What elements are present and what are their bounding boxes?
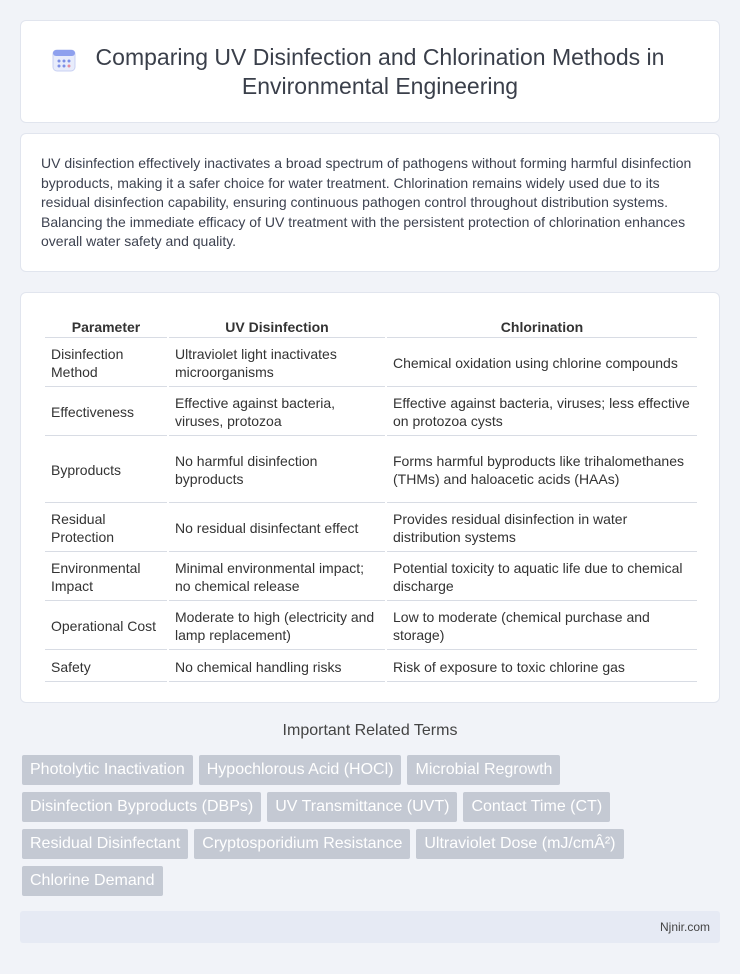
cell-uv: No chemical handling risks: [169, 652, 385, 682]
header-parameter: Parameter: [45, 317, 167, 338]
title-card: [20, 20, 720, 123]
cell-uv: Minimal environmental impact; no chemical release: [169, 554, 385, 601]
term-tag[interactable]: Contact Time (CT): [463, 792, 610, 822]
table-row: [45, 652, 697, 682]
term-tag[interactable]: Disinfection Byproducts (DBPs): [22, 792, 261, 822]
footer-site-link[interactable]: Njnir.com: [659, 920, 710, 934]
related-terms-heading: Important Related Terms: [282, 722, 458, 739]
term-tag[interactable]: Hypochlorous Acid (HOCl): [199, 755, 402, 785]
table-row: [45, 438, 697, 503]
cell-uv: No harmful disinfection byproducts: [169, 438, 385, 503]
table-row: [45, 554, 697, 601]
table-row: [45, 505, 697, 552]
cell-parameter: Operational Cost: [45, 603, 167, 650]
term-tag[interactable]: Cryptosporidium Resistance: [194, 829, 410, 859]
footer: [20, 911, 720, 943]
header-uv: UV Disinfection: [169, 317, 385, 338]
term-tag[interactable]: Photolytic Inactivation: [22, 755, 193, 785]
cell-parameter: Safety: [45, 652, 167, 682]
cell-chlorination: Potential toxicity to aquatic life due to chemical discharge: [387, 554, 697, 601]
cell-chlorination: Risk of exposure to toxic chlorine gas: [387, 652, 697, 682]
cell-parameter: Environmental Impact: [45, 554, 167, 601]
term-tag[interactable]: Chlorine Demand: [22, 866, 163, 896]
cell-chlorination: Provides residual disinfection in water distribution systems: [387, 505, 697, 552]
cell-parameter: Disinfection Method: [45, 340, 167, 387]
cell-parameter: Residual Protection: [45, 505, 167, 552]
cell-chlorination: Low to moderate (chemical purchase and storage): [387, 603, 697, 650]
header-chlorination: Chlorination: [387, 317, 697, 338]
table-header-row: [45, 317, 697, 338]
related-terms-list: [22, 755, 722, 896]
page-title: Comparing UV Disinfection and Chlorination Methods in Environmental Engineering: [95, 43, 665, 99]
cell-chlorination: Effective against bacteria, viruses; less effective on protozoa cysts: [387, 389, 697, 436]
term-tag[interactable]: Residual Disinfectant: [22, 829, 188, 859]
table-row: [45, 603, 697, 650]
table-row: [45, 389, 697, 436]
cell-chlorination: Forms harmful byproducts like trihalomethanes (THMs) and haloacetic acids (HAAs): [387, 438, 697, 503]
term-tag[interactable]: Ultraviolet Dose (mJ/cmÂ²): [416, 829, 623, 859]
term-tag[interactable]: UV Transmittance (UVT): [267, 792, 457, 822]
cell-chlorination: Chemical oxidation using chlorine compounds: [387, 340, 697, 387]
intro-card: [20, 133, 720, 272]
cell-parameter: Effectiveness: [45, 389, 167, 436]
table-row: [45, 340, 697, 387]
comparison-card: [20, 292, 720, 703]
cell-uv: Moderate to high (electricity and lamp replacement): [169, 603, 385, 650]
cell-uv: Ultraviolet light inactivates microorganisms: [169, 340, 385, 387]
intro-paragraph: UV disinfection effectively inactivates a broad spectrum of pathogens without forming harmful disinfection byproducts, making it a safer choice for water treatment. Chlorination remains widely used due to its residual disinfection capability, ensuring continuous pathogen control throughout distribution systems. Balancing the immediate efficacy of UV treatment with the persistent protection of chlorination enhances overall water safety and quality.: [41, 155, 692, 250]
cell-uv: Effective against bacteria, viruses, protozoa: [169, 389, 385, 436]
cell-parameter: Byproducts: [45, 438, 167, 503]
term-tag[interactable]: Microbial Regrowth: [407, 755, 560, 785]
cell-uv: No residual disinfectant effect: [169, 505, 385, 552]
comparison-table: [43, 315, 699, 684]
